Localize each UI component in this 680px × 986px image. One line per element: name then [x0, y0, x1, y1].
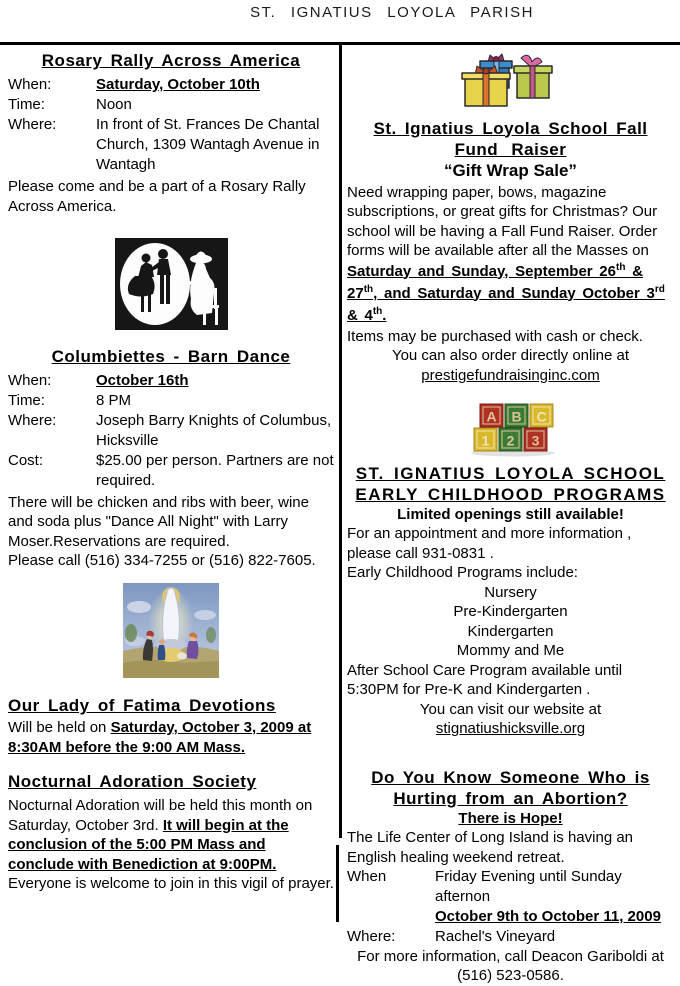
dates-text: .: [382, 306, 387, 324]
row-label: Where:: [8, 411, 57, 429]
row-label: Where:: [8, 116, 57, 133]
hope-title-line2: Hurting from an Abortion?: [393, 788, 628, 808]
info-row-cost: [8, 451, 334, 491]
section-rosary-rally: [8, 50, 334, 216]
info-row-time: [8, 391, 334, 411]
nocturnal-lead: Nocturnal Adoration will be held this month on Saturday, October 3rd.: [8, 797, 313, 834]
fatima-image-wrap: [8, 583, 334, 684]
abc-blocks-image-wrap: [347, 399, 674, 463]
svg-text:3: 3: [531, 432, 539, 449]
program-item: Kindergarten: [467, 622, 554, 640]
fundraiser-subtitle: “Gift Wrap Sale”: [444, 160, 577, 180]
row-value: Friday Evening until Sunday afternon: [435, 868, 622, 905]
section-barn-dance: [8, 346, 334, 571]
program-item: Pre-Kindergarten: [453, 603, 568, 620]
info-row-when: [8, 75, 334, 95]
program-item: Mommy and Me: [456, 642, 565, 659]
info-row-when: [347, 867, 674, 907]
section-early-childhood: [347, 399, 674, 739]
barn-dance-image-wrap: [8, 238, 334, 336]
early-childhood-programs-label: Early Childhood Programs include:: [347, 564, 578, 581]
fundraiser-website-link[interactable]: prestigefundraisinginc.com: [421, 366, 600, 384]
abc-123-blocks-image: [465, 399, 557, 457]
early-childhood-info: For an appointment and more information , please call 931-0831 .: [347, 525, 632, 562]
right-column: [347, 46, 674, 986]
hope-subtitle: There is Hope!: [458, 809, 563, 827]
barn-dance-note: There will be chicken and ribs with beer, wine and soda plus "Dance All Night" with Larry Moser.Reservations are required.: [8, 493, 309, 550]
svg-text:B: B: [510, 408, 522, 425]
row-label: When:: [8, 76, 52, 93]
row-value: Saturday, October 10th: [96, 76, 260, 93]
fatima-lead: Will be held on: [8, 719, 111, 736]
our-lady-of-fatima-image: [123, 583, 219, 678]
hope-date: October 9th to October 11, 2009: [435, 908, 661, 925]
gift-boxes-image-wrap: [347, 46, 674, 118]
hope-body: The Life Center of Long Island is having an English healing weekend retreat.: [347, 829, 634, 866]
program-item: Nursery: [484, 583, 537, 601]
dates-text: ,: [373, 284, 378, 302]
row-value: Joseph Barry Knights of Columbus, Hicksville: [96, 411, 332, 449]
row-value: Noon: [96, 96, 132, 113]
row-label: Where:: [347, 927, 396, 945]
rosary-rally-title: Rosary Rally Across America: [41, 51, 301, 70]
info-row-when: [8, 371, 334, 391]
page-title: ST. IGNATIUS LOYOLA PARISH: [250, 4, 534, 21]
barn-dance-title: Columbiettes - Barn Dance: [51, 346, 291, 366]
early-childhood-subtitle: Limited openings still available!: [397, 505, 624, 523]
row-value: Rachel's Vineyard: [435, 927, 556, 945]
nocturnal-emphasis: It will begin at the conclusion of the 5:00 PM Mass and conclude with Benediction at 9:00PM.: [8, 816, 289, 873]
dates-text: & 27: [347, 262, 643, 302]
section-fatima: [8, 695, 334, 757]
row-label: Time:: [8, 96, 45, 113]
info-row-where: [347, 927, 674, 947]
info-row-time: [8, 95, 334, 115]
school-website-link[interactable]: stignatiushicksville.org: [435, 720, 586, 737]
svg-text:2: 2: [506, 432, 514, 449]
section-fundraiser: [347, 46, 674, 385]
nocturnal-tail: Everyone is welcome to join in this vigil of prayer.: [8, 875, 334, 892]
website-lead: You can visit our website at: [419, 700, 602, 718]
fatima-title: Our Lady of Fatima Devotions: [8, 696, 276, 715]
fatima-emphasis: Saturday, October 3, 2009 at 8:30AM before the 9:00 AM Mass.: [8, 719, 312, 756]
section-nocturnal: [8, 771, 334, 894]
row-label: When:: [8, 371, 52, 389]
hope-title-line1: Do You Know Someone Who is: [371, 767, 650, 787]
fundraiser-dates: [347, 261, 674, 327]
ordinal-suffix: th: [372, 305, 383, 317]
column-divider-lower: [336, 845, 339, 922]
fundraiser-body: Need wrapping paper, bows, magazine subscriptions, or great gifts for Christmas? Our school will be having a Fall Fund Raiser. Order forms will be available after all the Masses on: [347, 183, 658, 259]
nocturnal-title: Nocturnal Adoration Society: [8, 772, 257, 791]
left-column: [8, 46, 334, 894]
fatima-text: [8, 718, 334, 757]
row-label: Cost:: [8, 451, 44, 469]
dates-text: & 4: [347, 306, 373, 324]
svg-text:A: A: [485, 408, 497, 425]
column-divider: [339, 45, 342, 838]
section-hope: [347, 767, 674, 986]
rosary-rally-note: Please come and be a part of a Rosary Rally Across America.: [8, 178, 306, 215]
barn-dance-image: [115, 238, 228, 330]
row-value: October 16th: [96, 371, 189, 389]
ordinal-suffix: th: [363, 283, 374, 295]
svg-text:1: 1: [481, 432, 489, 449]
hope-footer: For more information, call Deacon Gariboldi at (516) 523-0586.: [357, 947, 664, 984]
gift-boxes-image: [453, 46, 569, 112]
row-label: Time:: [8, 391, 45, 409]
nocturnal-text: [8, 796, 334, 894]
info-row-where: [8, 115, 334, 175]
fundraiser-title-line2: Fund Raiser: [454, 139, 567, 159]
after-school-note: After School Care Program available until 5:30PM for Pre-K and Kindergarten .: [347, 661, 623, 698]
row-value: $25.00 per person. Partners are not required.: [96, 451, 334, 489]
row-value: In front of St. Frances De Chantal Church, 1309 Wantagh Avenue in Wantagh: [96, 116, 320, 173]
fundraiser-payment: Items may be purchased with cash or check.: [347, 327, 643, 345]
dates-text: and Saturday and Sunday October 3: [383, 284, 655, 302]
early-childhood-title-line1: ST. IGNATIUS LOYOLA SCHOOL: [355, 463, 666, 483]
ordinal-suffix: rd: [654, 283, 665, 295]
dates-text: Saturday and Sunday, September 26: [347, 262, 616, 280]
barn-dance-phone: Please call (516) 334-7255 or (516) 822-7605.: [8, 552, 316, 569]
info-row-where: [8, 411, 334, 451]
svg-text:C: C: [535, 408, 547, 425]
fundraiser-title-line1: St. Ignatius Loyola School Fall: [373, 118, 648, 138]
early-childhood-title-line2: EARLY CHILDHOOD PROGRAMS: [355, 484, 666, 504]
ordinal-suffix: th: [615, 261, 626, 273]
row-value: 8 PM: [96, 391, 132, 409]
row-label: When: [347, 868, 387, 885]
fundraiser-online: You can also order directly online at: [391, 347, 630, 364]
